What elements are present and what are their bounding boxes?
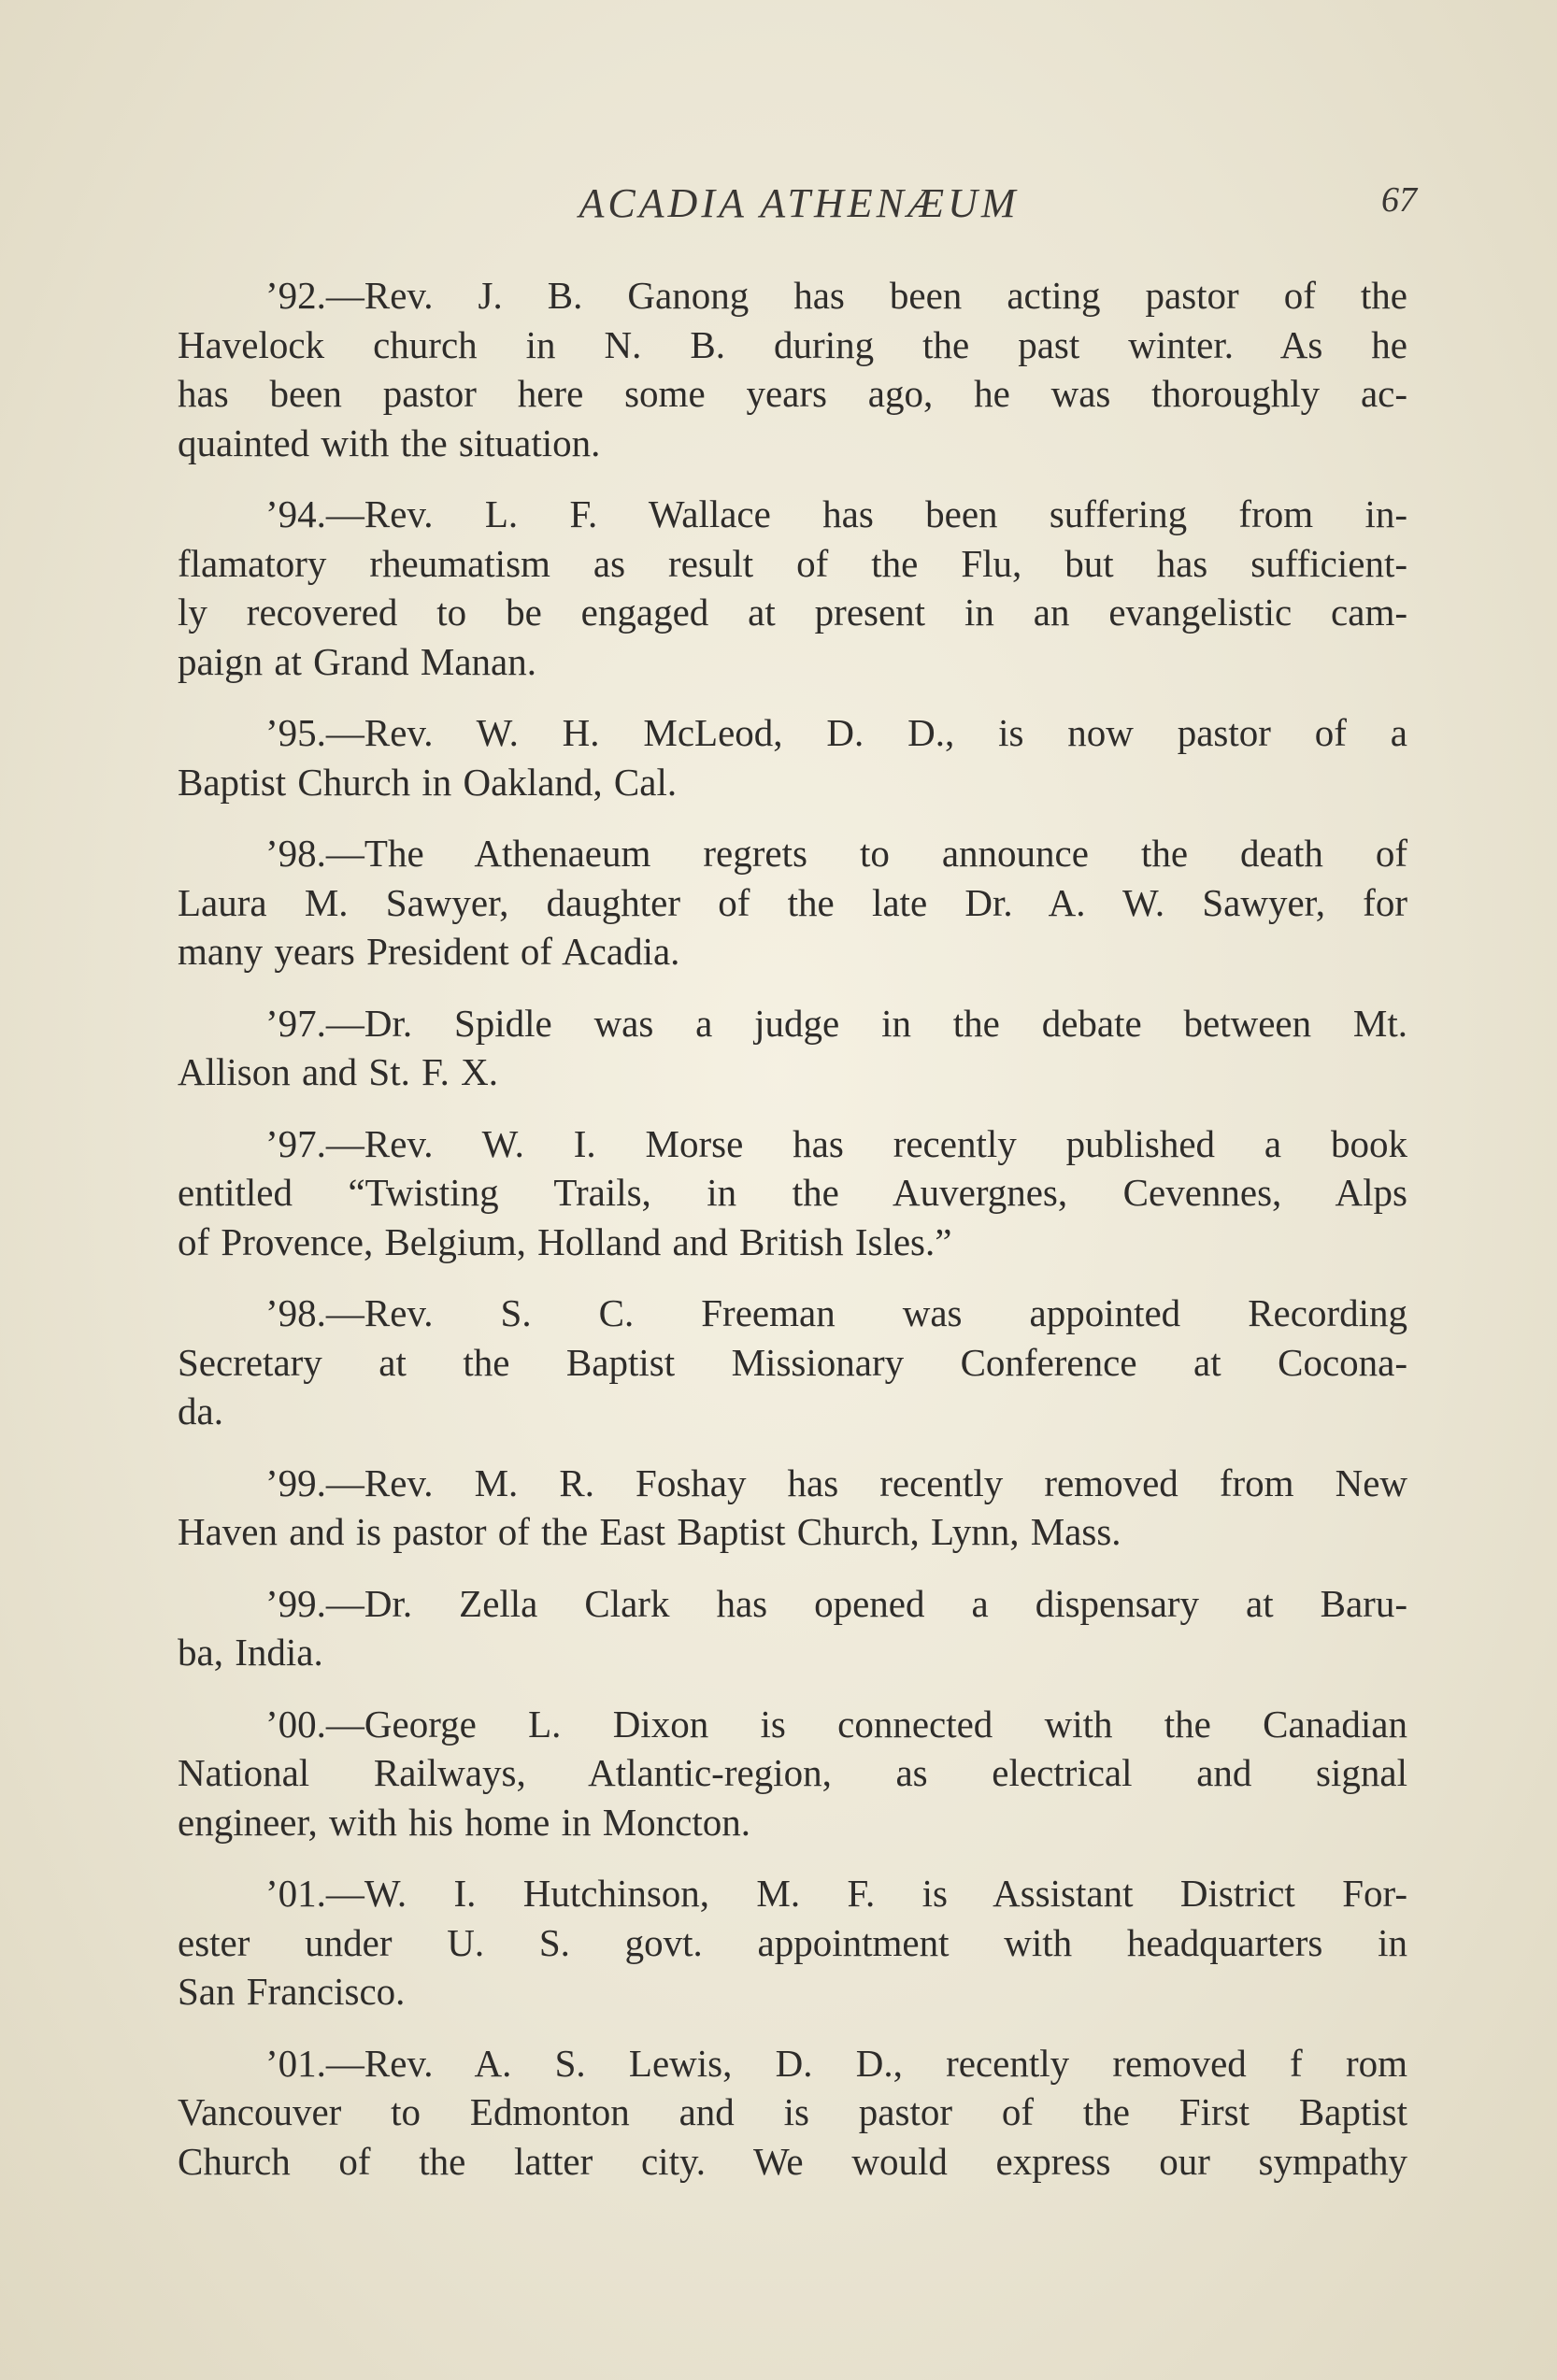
- alumni-note-entry: [178, 490, 1407, 686]
- entry-line: da.: [178, 1390, 223, 1432]
- alumni-note-entry: [178, 1119, 1407, 1267]
- entry-line: ’01.—Rev. A. S. Lewis, D. D., recently removed f rom: [265, 2041, 1407, 2085]
- entry-line: ’98.—The Athenaeum regrets to announce the death of: [265, 832, 1407, 875]
- entry-line: ’95.—Rev. W. H. McLeod, D. D., is now pastor of a: [265, 711, 1407, 754]
- entry-line: many years President of Acadia.: [178, 930, 680, 973]
- entry-line: ’98.—Rev. S. C. Freeman was appointed Recording: [265, 1291, 1407, 1334]
- entry-line: engineer, with his home in Moncton.: [178, 1800, 751, 1844]
- running-title: ACADIA ATHENÆUM: [579, 180, 1020, 226]
- entry-line: ’92.—Rev. J. B. Ganong has been acting pastor of the: [265, 274, 1407, 317]
- entry-line: ’01.—W. I. Hutchinson, M. F. is Assistant District For-: [265, 1872, 1407, 1915]
- entry-line: flamatory rheumatism as result of the Flu, but has sufficient-: [178, 541, 1407, 585]
- entry-line: ’99.—Rev. M. R. Foshay has recently removed from New: [265, 1461, 1407, 1504]
- alumni-note-entry: [178, 829, 1407, 976]
- alumni-note-entry: [178, 1289, 1407, 1436]
- alumni-note-entry: [178, 1459, 1407, 1557]
- entry-line: ’99.—Dr. Zella Clark has opened a dispensary at Baru-: [265, 1581, 1407, 1625]
- entry-line: Church of the latter city. We would express our sympathy: [178, 2139, 1407, 2183]
- page-header: [178, 179, 1421, 235]
- entry-line: National Railways, Atlantic-region, as electrical and signal: [178, 1751, 1407, 1794]
- entry-line: ba, India.: [178, 1631, 323, 1674]
- page-number: 67: [1381, 180, 1417, 220]
- entry-line: ’00.—George L. Dixon is connected with the Canadian: [265, 1702, 1407, 1746]
- entry-line: Baptist Church in Oakland, Cal.: [178, 760, 678, 804]
- entry-line: Havelock church in N. B. during the past winter. As he: [178, 322, 1407, 366]
- alumni-note-entry: [178, 999, 1407, 1097]
- entry-line: has been pastor here some years ago, he was thoroughly ac-: [178, 372, 1407, 415]
- alumni-note-entry: [178, 1579, 1407, 1677]
- entry-line: Laura M. Sawyer, daughter of the late Dr. A. W. Sawyer, for: [178, 880, 1407, 924]
- alumni-note-entry: [178, 1869, 1407, 2017]
- entry-line: of Provence, Belgium, Holland and British Isles.”: [178, 1219, 952, 1263]
- entry-line: ’94.—Rev. L. F. Wallace has been suffering from in-: [265, 492, 1407, 535]
- alumni-note-entry: [178, 1700, 1407, 1847]
- entry-line: ’97.—Rev. W. I. Morse has recently published a book: [265, 1121, 1407, 1165]
- entry-line: Haven and is pastor of the East Baptist Church, Lynn, Mass.: [178, 1510, 1121, 1553]
- entry-line: Secretary at the Baptist Missionary Conference at Cocona-: [178, 1340, 1407, 1384]
- entry-line: quainted with the situation.: [178, 420, 601, 464]
- alumni-note-entry: [178, 708, 1407, 806]
- entry-line: Vancouver to Edmonton and is pastor of the First Baptist: [178, 2090, 1407, 2133]
- alumni-note-entry: [178, 271, 1407, 467]
- entry-line: Allison and St. F. X.: [178, 1050, 499, 1093]
- entry-line: paign at Grand Manan.: [178, 639, 536, 683]
- body-text: [178, 271, 1407, 2208]
- entry-line: entitled “Twisting Trails, in the Auvergnes, Cevennes, Alps: [178, 1171, 1407, 1214]
- entry-line: San Francisco.: [178, 1970, 406, 2013]
- entry-line: ’97.—Dr. Spidle was a judge in the debate between Mt.: [265, 1001, 1407, 1045]
- entry-line: ester under U. S. govt. appointment with headquarters in: [178, 1920, 1407, 1964]
- entry-line: ly recovered to be engaged at present in an evangelistic cam-: [178, 591, 1407, 634]
- alumni-note-entry: [178, 2039, 1407, 2187]
